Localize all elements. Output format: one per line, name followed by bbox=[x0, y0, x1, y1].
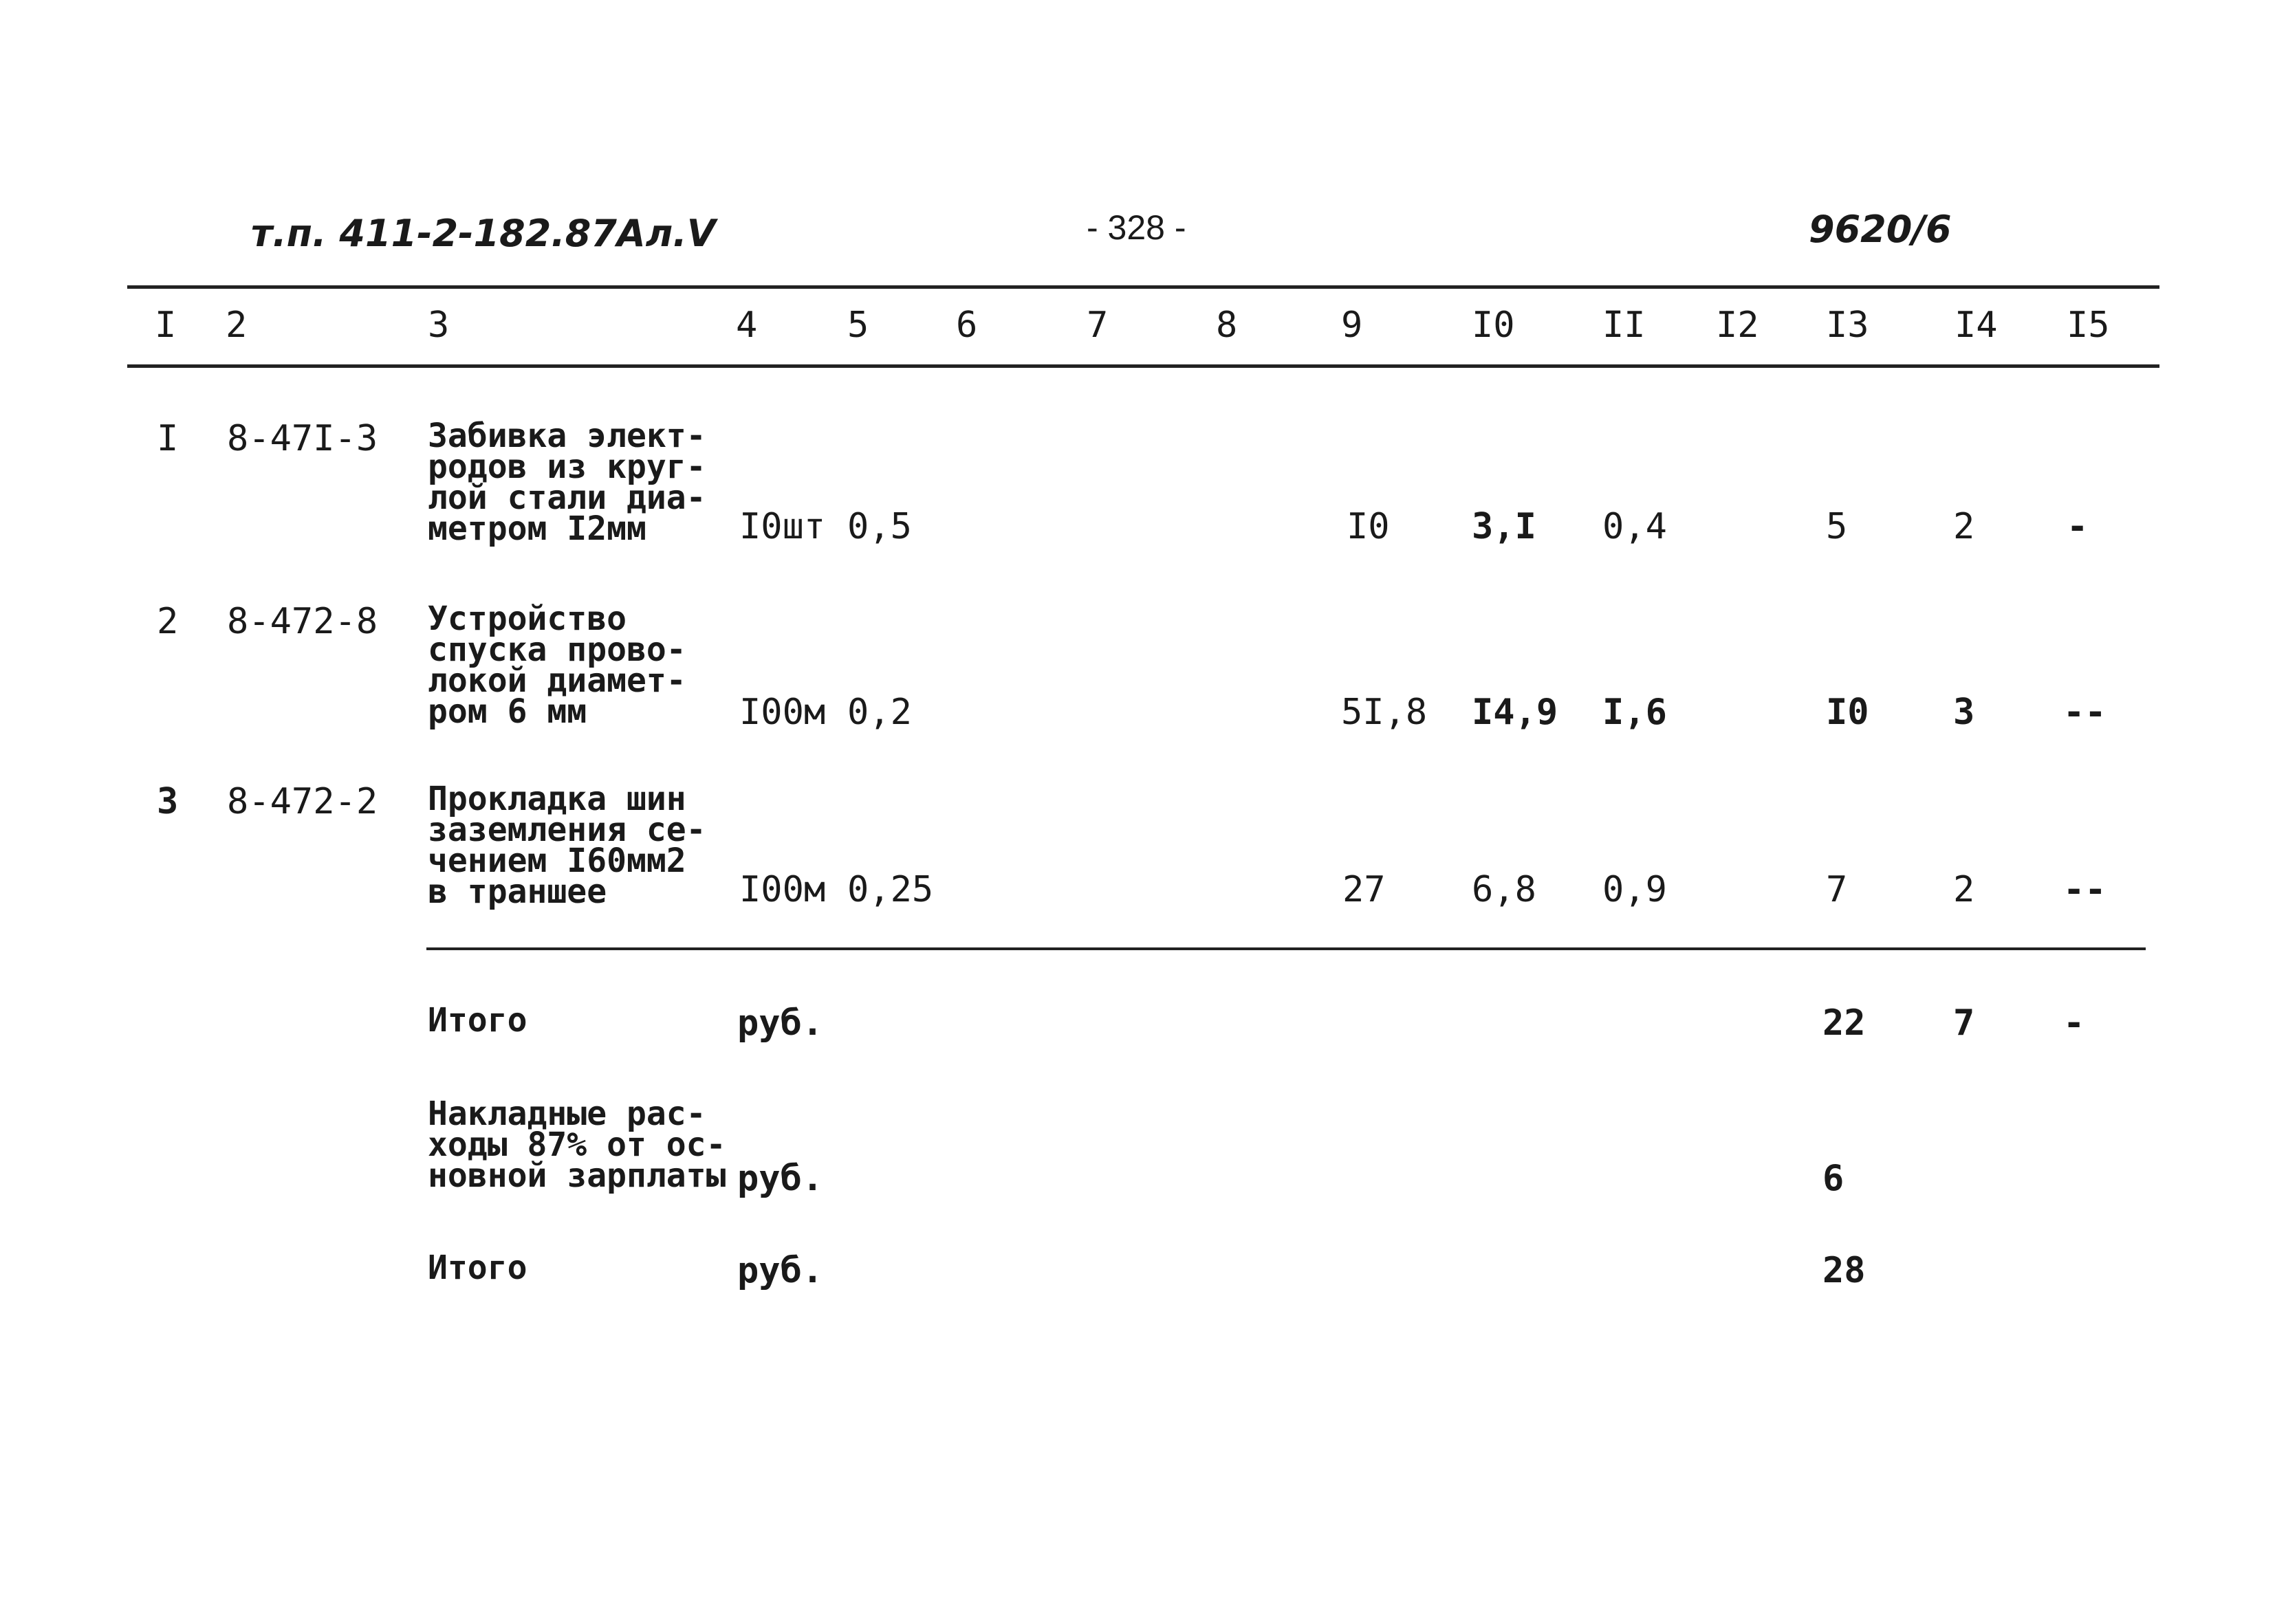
column-header: ΙI bbox=[1602, 305, 1646, 346]
overhead-label: Накладные рас- ходы 87% от ос- новной зарплаты bbox=[428, 1095, 726, 1195]
row-number: 2 bbox=[157, 601, 179, 642]
cell-col-14: 3 bbox=[1953, 692, 1975, 733]
cell-col-10: 6,8 bbox=[1472, 869, 1536, 910]
column-header: 9 bbox=[1341, 305, 1363, 346]
cell-col-10: 3,I bbox=[1472, 506, 1536, 547]
grand-total-col-13: 28 bbox=[1822, 1250, 1866, 1291]
column-header: 8 bbox=[1216, 305, 1238, 346]
subtotal-rule bbox=[426, 947, 2146, 950]
cell-col-13: I0 bbox=[1826, 692, 1869, 733]
qty-cell: 0,2 bbox=[847, 692, 912, 733]
cell-col-14: 2 bbox=[1953, 506, 1975, 547]
cell-col-13: 5 bbox=[1826, 506, 1848, 547]
work-description: Забивка элект- родов из круг- лой стали диа- метром I2мм bbox=[428, 417, 706, 548]
cell-col-13: 7 bbox=[1826, 869, 1848, 910]
grand-total-label: Итого bbox=[428, 1249, 527, 1287]
table-top-rule bbox=[127, 285, 2159, 289]
total-unit: руб. bbox=[737, 1002, 824, 1044]
document-code: т.п. 411-2-182.87Ал.V bbox=[251, 212, 716, 255]
column-header: 4 bbox=[736, 305, 758, 346]
row-number: I bbox=[157, 418, 179, 459]
qty-cell: 0,25 bbox=[847, 869, 934, 910]
total-col-14: 7 bbox=[1953, 1002, 1975, 1044]
work-description: Устройство спуска прово- локой диамет- ром 6 мм bbox=[428, 600, 686, 731]
qty-cell: 0,5 bbox=[847, 506, 912, 547]
cell-col-11: 0,4 bbox=[1602, 506, 1667, 547]
column-header: 3 bbox=[428, 305, 450, 346]
unit-cell: I00м bbox=[739, 869, 826, 910]
column-header: I3 bbox=[1826, 305, 1869, 346]
column-header: I5 bbox=[2067, 305, 2110, 346]
column-header: I bbox=[155, 305, 177, 346]
sheet-code: 9620/6 bbox=[1809, 208, 1952, 251]
overhead-col-13: 6 bbox=[1822, 1158, 1844, 1199]
cell-col-10: I4,9 bbox=[1472, 692, 1558, 733]
cell-col-9: 5I,8 bbox=[1341, 692, 1428, 733]
cell-col-11: I,6 bbox=[1602, 692, 1667, 733]
cell-col-15: -- bbox=[2063, 692, 2107, 733]
cell-col-9: I0 bbox=[1347, 506, 1390, 547]
grand-total-unit: руб. bbox=[737, 1250, 824, 1291]
overhead-unit: руб. bbox=[737, 1158, 824, 1199]
total-col-13: 22 bbox=[1822, 1002, 1866, 1044]
column-header: I4 bbox=[1955, 305, 1998, 346]
work-description: Прокладка шин заземления се- чением I60мм2 в траншее bbox=[428, 780, 706, 911]
column-header: I2 bbox=[1716, 305, 1759, 346]
column-header: 2 bbox=[226, 305, 248, 346]
cell-col-14: 2 bbox=[1953, 869, 1975, 910]
column-header: 7 bbox=[1087, 305, 1109, 346]
unit-cell: I00м bbox=[739, 692, 826, 733]
work-code: 8-47I-3 bbox=[227, 418, 378, 459]
row-number: 3 bbox=[157, 781, 179, 822]
header-bottom-rule bbox=[127, 364, 2159, 368]
cell-col-11: 0,9 bbox=[1602, 869, 1667, 910]
cell-col-9: 27 bbox=[1342, 869, 1386, 910]
total-label: Итого bbox=[428, 1001, 527, 1040]
column-header: 5 bbox=[847, 305, 869, 346]
column-header: I0 bbox=[1472, 305, 1515, 346]
cell-col-15: -- bbox=[2063, 869, 2107, 910]
work-code: 8-472-8 bbox=[227, 601, 378, 642]
total-col-15: - bbox=[2063, 1002, 2085, 1044]
column-header: 6 bbox=[956, 305, 978, 346]
unit-cell: I0шт bbox=[739, 506, 826, 547]
page-number: - 328 - bbox=[1087, 208, 1186, 247]
cell-col-15: - bbox=[2067, 506, 2089, 547]
work-code: 8-472-2 bbox=[227, 781, 378, 822]
